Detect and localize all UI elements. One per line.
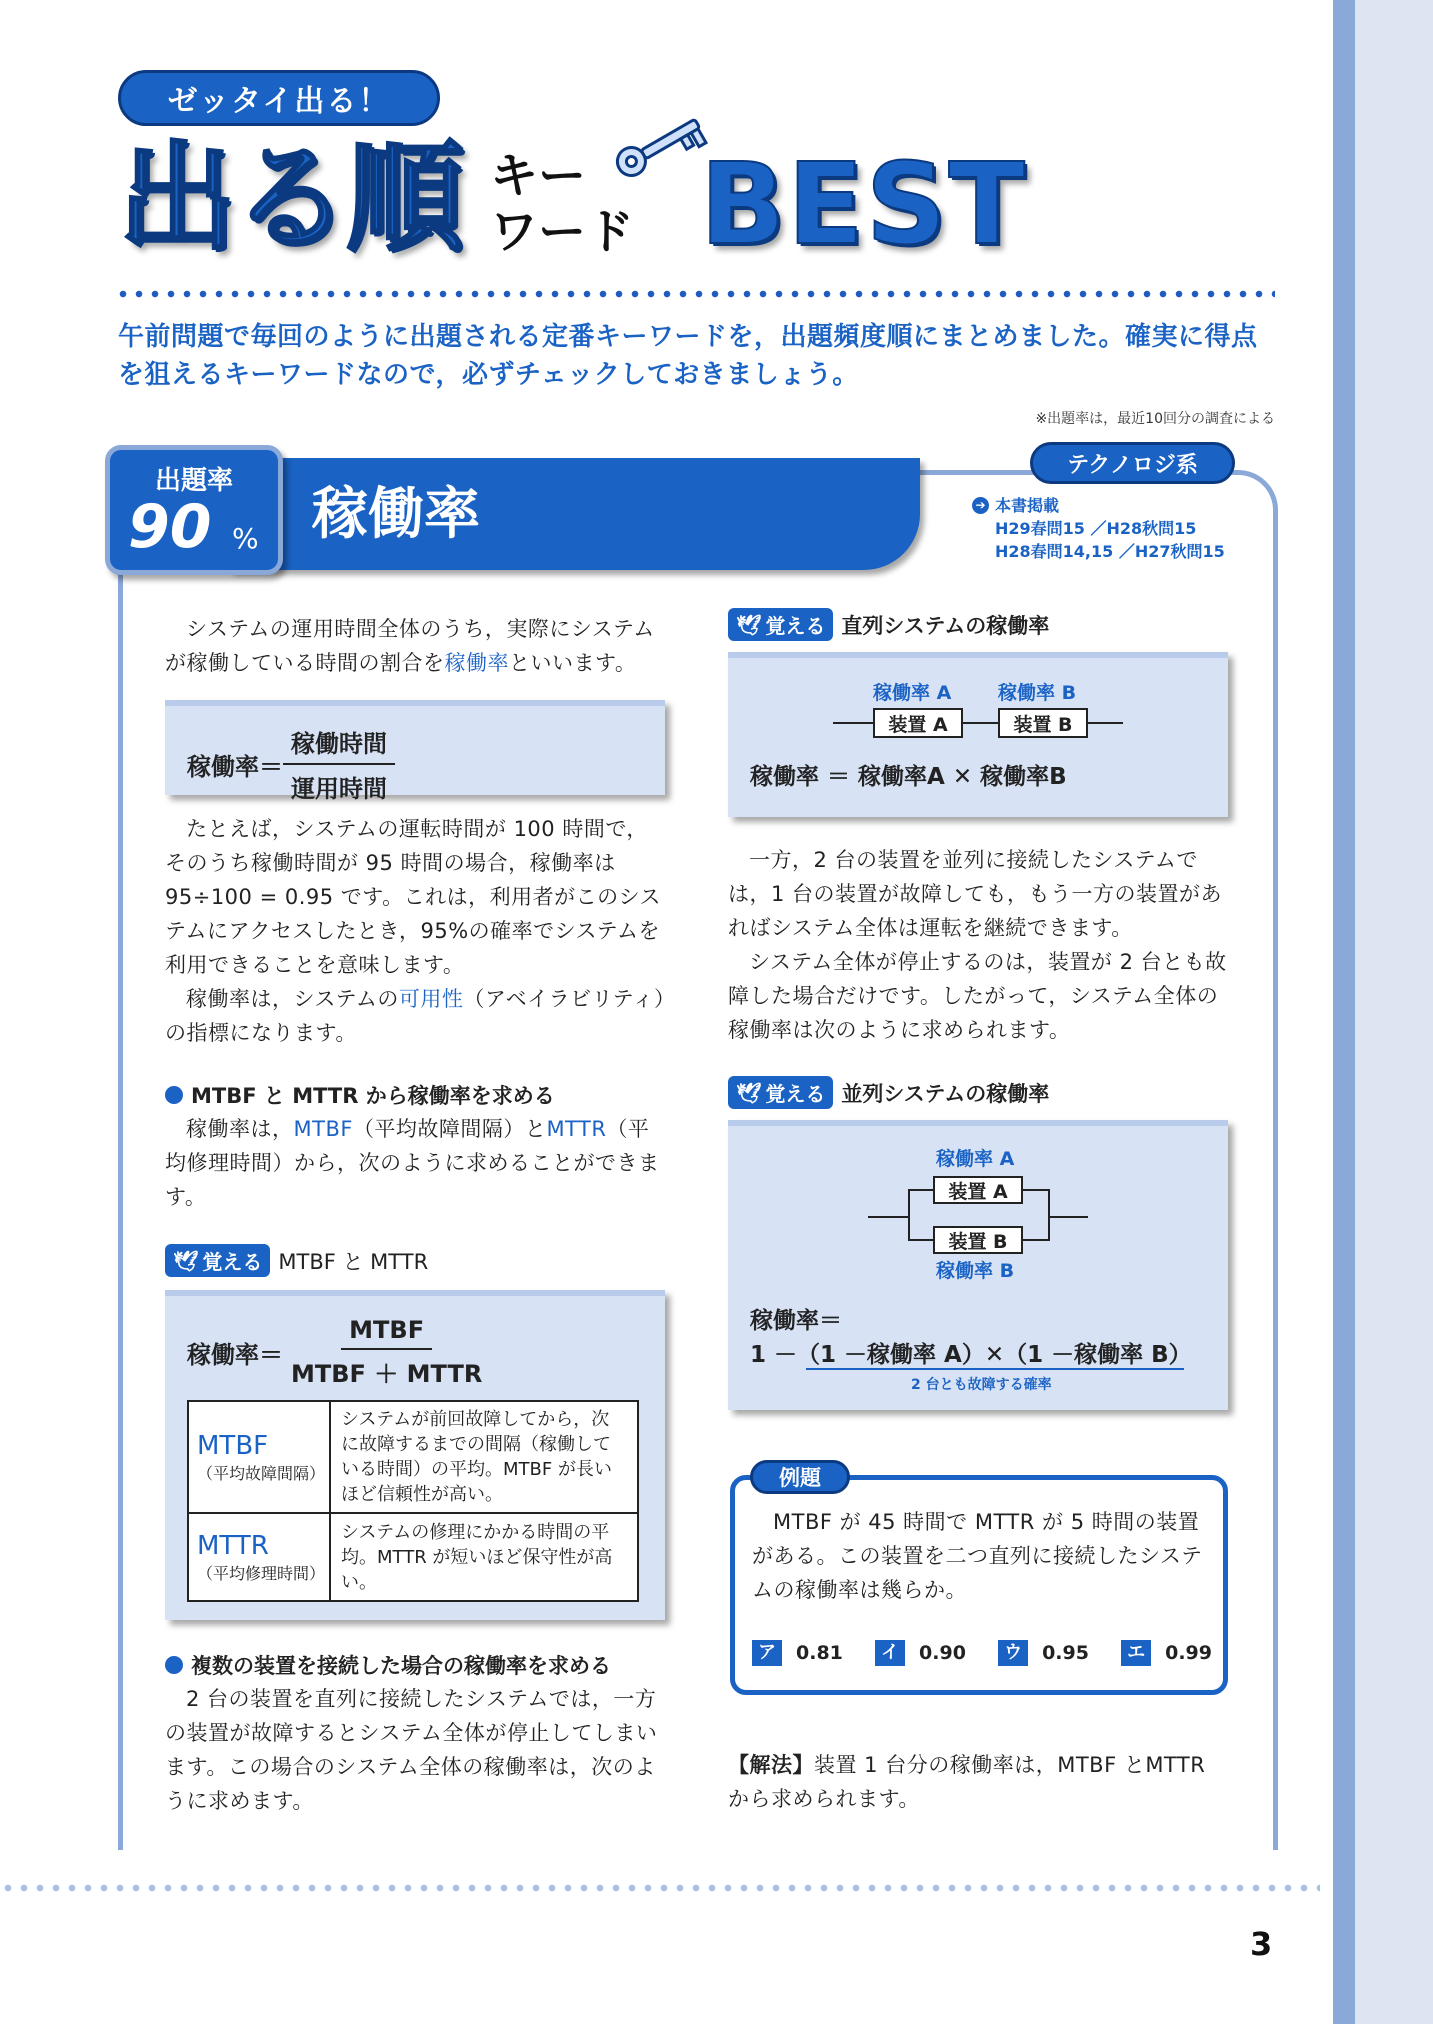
desc-mttr: システムの修理にかかる時間の平均。MTTR が短いほど保守性が高い。: [330, 1513, 638, 1601]
rate-badge: [105, 445, 283, 575]
parallel-label-a: 稼働率 A: [936, 1148, 1015, 1170]
formula2-numerator: MTBF: [341, 1316, 432, 1350]
choice-u-key[interactable]: ウ: [998, 1640, 1028, 1666]
choice-u-value[interactable]: 0.95: [1042, 1642, 1089, 1664]
memo-heading-parallel: 🕊 覚える 並列システムの稼働率: [728, 1076, 1049, 1109]
example-choices: [752, 1640, 1212, 1666]
series-device-a: 装置 A: [873, 708, 963, 738]
choice-a-key[interactable]: ア: [752, 1640, 782, 1666]
paragraph-mtbf-mttr: 稼働率は，MTBF（平均故障間隔）とMTTR（平均修理時間）から，次のように求めることができます。: [165, 1117, 660, 1209]
heading-mtbf-mttr: MTBF と MTTR から稼働率を求める: [165, 1080, 555, 1110]
series-diagram-box: [728, 652, 1228, 817]
topic-title: 稼働率: [312, 482, 480, 547]
page-number: 3: [1250, 1925, 1273, 1963]
memo-badge: 🕊 覚える: [728, 608, 833, 641]
bullet-circle-icon: [165, 1086, 183, 1104]
rate-value: 90: [128, 492, 212, 562]
bird-icon: 🕊: [736, 612, 762, 637]
parallel-underline: [806, 1368, 1184, 1370]
formula-box-2: [165, 1290, 665, 1620]
example-label: 例題: [750, 1460, 850, 1494]
series-device-b: 装置 B: [998, 708, 1088, 738]
memo-heading-mtbf-mttr: 🕊 覚える MTBF と MTTR: [165, 1244, 428, 1277]
choice-e-key[interactable]: エ: [1121, 1640, 1151, 1666]
mtbf-mttr-table: [187, 1400, 639, 1602]
term-mtbf-sub: （平均故障間隔）: [197, 1463, 326, 1483]
formula1-lhs: 稼働率＝: [187, 752, 283, 781]
paragraph-parallel: 一方，2 台の装置を並列に接続したシステムでは，1 台の装置が故障しても，もう一方の装置があればシステム全体は運転を継続できます。 システム全体が停止するのは，装置が 2 台とも故障した場合だけです。したがって，システム全体の稼働率は次のように求められます。: [728, 848, 1227, 1042]
choice-a-value[interactable]: 0.81: [796, 1642, 843, 1664]
memo-heading-series: 🕊 覚える 直列システムの稼働率: [728, 608, 1049, 641]
title-best: BEST: [700, 140, 1027, 270]
keyword-availability: 可用性: [398, 987, 464, 1011]
formula1-numerator: 稼働時間: [283, 724, 395, 765]
parallel-bus-left: [908, 1189, 910, 1239]
title-keyword-top: キー: [490, 148, 587, 204]
rate-label: 出題率: [154, 466, 233, 496]
survey-note: ※出題率は，最近10回分の調査による: [1035, 411, 1275, 427]
answer-text: 装置 1 台分の稼働率は，MTBF とMTTR から求められます。: [728, 1753, 1206, 1811]
paragraph-definition: システムの運用時間全体のうち，実際にシステムが稼働している時間の割合を稼働率といいます。: [165, 617, 655, 675]
choice-e-value[interactable]: 0.99: [1165, 1642, 1212, 1664]
keyword-availability-rate: 稼働率: [444, 651, 509, 675]
choice-i-value[interactable]: 0.90: [919, 1642, 966, 1664]
series-label-b: 稼働率 B: [998, 682, 1077, 704]
choice-i-key[interactable]: イ: [875, 1640, 905, 1666]
parallel-wire-right: [1048, 1216, 1088, 1218]
parallel-formula-1: 稼働率＝: [750, 1308, 842, 1334]
parallel-formula-2: 1 －（1 －稼働率 A）✕（1 －稼働率 B）: [750, 1342, 1192, 1368]
reference-line-1: H29春問15 ／H28秋問15: [995, 519, 1197, 538]
table-row: [188, 1401, 638, 1513]
arrow-right-icon: ➔: [972, 497, 989, 514]
answer-paragraph: [728, 1748, 1228, 1816]
formula1-denominator: 運用時間: [291, 775, 387, 803]
bullet-circle-icon: [165, 1656, 183, 1674]
header-badge: ゼッタイ出る！: [118, 70, 440, 126]
bird-icon: 🕊: [173, 1248, 199, 1273]
parallel-diagram-box: [728, 1120, 1228, 1410]
desc-mtbf: システムが前回故障してから，次に故障するまでの間隔（稼働している時間）の平均。MTBF が長いほど信頼性が高い。: [330, 1401, 638, 1513]
parallel-label-b: 稼働率 B: [936, 1260, 1015, 1282]
term-mttr-sub: （平均修理時間）: [197, 1563, 326, 1583]
term-mtbf: MTBF: [197, 1430, 269, 1461]
memo-badge: 🕊 覚える: [165, 1244, 270, 1277]
parallel-bus-right: [1048, 1189, 1050, 1239]
formula2-denominator: MTBF ＋ MTTR: [291, 1360, 483, 1388]
intro-text: 午前問題で毎回のように出題される定番キーワードを，出題頻度順にまとめました。確実に得点を狙えるキーワードなので，必ずチェックしておきましょう。: [118, 322, 1258, 390]
formula2-lhs: 稼働率＝: [187, 1341, 283, 1369]
formula-box-1: [165, 700, 665, 803]
memo-badge: 🕊 覚える: [728, 1076, 833, 1109]
key-icon: [605, 100, 715, 190]
series-label-a: 稼働率 A: [873, 682, 952, 704]
term-mttr: MTTR: [197, 1530, 269, 1561]
answer-head: 【解法】: [728, 1753, 814, 1777]
footer-dotted-divider: [0, 1884, 1320, 1892]
title-main: 出る順: [118, 129, 461, 267]
reference-line-2: H28春問14,15 ／H27秋問15: [995, 542, 1225, 561]
table-row: [188, 1513, 638, 1601]
page-edge-sidebar: [1333, 0, 1433, 2024]
example-question: MTBF が 45 時間で MTTR が 5 時間の装置がある。この装置を二つ直列に接続したシステムの稼働率は幾らか。: [752, 1510, 1203, 1602]
title-keyword-bottom: ワード: [490, 204, 635, 260]
paragraph-series: 2 台の装置を直列に接続したシステムでは，一方の装置が故障するとシステム全体が停止してしまいます。この場合のシステム全体の稼働率は，次のように求めます。: [165, 1687, 658, 1813]
series-formula: 稼働率 ＝ 稼働率A ✕ 稼働率B: [750, 764, 1067, 790]
paragraph-example: たとえば，システムの運転時間が 100 時間で，そのうち稼働時間が 95 時間の場合，稼働率は 95÷100 = 0.95 です。これは，利用者がこのシステムにアクセスしたとき，95%の確率でシステムを利用できることを意味します。 稼働率は，システムの可用性（アベイラビリティ）の指標になります。: [165, 817, 665, 1045]
header-dotted-divider: [115, 290, 1275, 298]
parallel-device-a: 装置 A: [933, 1176, 1023, 1204]
parallel-wire-left: [868, 1216, 908, 1218]
rate-unit: %: [232, 522, 259, 555]
category-badge: テクノロジ系: [1030, 442, 1235, 484]
parallel-device-b: 装置 B: [933, 1226, 1023, 1254]
bird-icon: 🕊: [736, 1080, 762, 1105]
reference-block: [972, 494, 1225, 563]
reference-title: 本書掲載: [995, 496, 1060, 515]
parallel-note: 2 台とも故障する確率: [911, 1377, 1052, 1393]
heading-multiple-devices: 複数の装置を接続した場合の稼働率を求める: [165, 1650, 611, 1680]
